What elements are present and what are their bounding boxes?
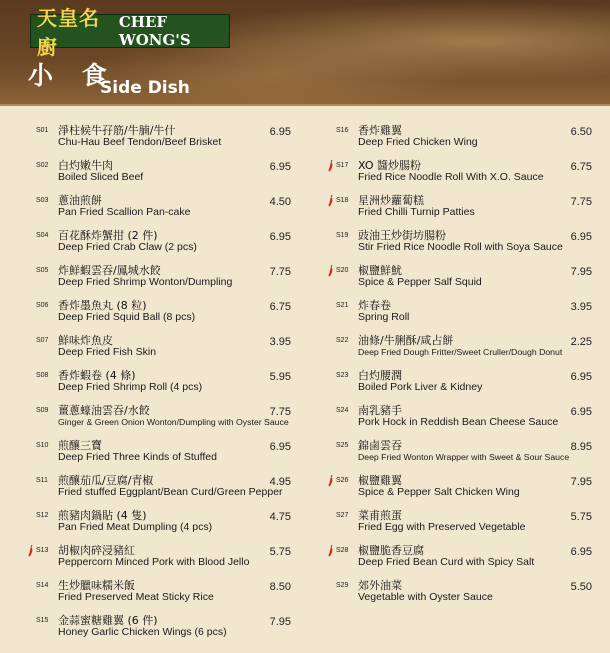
item-price: 5.50 xyxy=(570,581,592,593)
item-code: S10 xyxy=(36,442,49,449)
item-price: 6.95 xyxy=(570,371,592,383)
item-price: 6.95 xyxy=(269,441,291,453)
item-name-english: Boiled Sliced Beef xyxy=(58,171,144,183)
item-code: S08 xyxy=(36,372,49,379)
item-code: S21 xyxy=(336,302,349,309)
menu-item xyxy=(36,227,291,262)
item-name-chinese: 錦鹵雲吞 xyxy=(358,439,402,452)
item-price: 3.95 xyxy=(269,336,291,348)
item-code: S09 xyxy=(36,407,49,414)
item-price: 6.75 xyxy=(269,301,291,313)
item-name-chinese: 金蒜蜜糖雞翼 (6 件) xyxy=(58,614,158,627)
item-price: 6.95 xyxy=(570,546,592,558)
item-name-english: Deep Fried Wonton Wrapper with Sweet & Sour Sauce xyxy=(358,452,570,462)
item-name-chinese: 百花酥炸蟹拑 (2 件) xyxy=(58,229,158,242)
item-code: S17 xyxy=(336,162,349,169)
menu-header xyxy=(0,0,610,106)
item-name-english: Deep Fried Dough Fritter/Sweet Cruller/Dough Donut xyxy=(358,347,563,357)
menu-item xyxy=(36,157,291,192)
menu-item xyxy=(36,297,291,332)
item-code: S07 xyxy=(36,337,49,344)
item-name-english: Fried Chilli Turnip Patties xyxy=(358,206,475,218)
menu-item xyxy=(36,262,291,297)
item-code: S29 xyxy=(336,582,349,589)
item-price: 7.75 xyxy=(269,406,291,418)
item-name-chinese: XO 醬炒腸粉 xyxy=(358,159,421,172)
item-name-chinese: 生炒臘味糯米飯 xyxy=(58,579,135,592)
item-code: S14 xyxy=(36,582,49,589)
menu-item xyxy=(36,122,291,157)
item-price: 6.75 xyxy=(570,161,592,173)
logo-chinese-text: 天皇名廚 xyxy=(37,6,100,59)
item-name-chinese: 煎釀茄瓜/豆腐/青椒 xyxy=(58,474,154,487)
item-price: 6.95 xyxy=(269,231,291,243)
menu-column-right xyxy=(336,122,592,612)
item-name-chinese: 香炸墨魚丸 (8 粒) xyxy=(58,299,147,312)
item-code: S04 xyxy=(36,232,49,239)
item-price: 7.95 xyxy=(570,266,592,278)
item-name-english: Spring Roll xyxy=(358,311,410,323)
item-price: 7.95 xyxy=(570,476,592,488)
item-price: 4.50 xyxy=(269,196,291,208)
menu-item xyxy=(36,192,291,227)
item-code: S03 xyxy=(36,197,49,204)
item-code: S15 xyxy=(36,617,49,624)
menu-item xyxy=(36,507,291,542)
menu-item xyxy=(336,262,592,297)
item-name-english: Pork Hock in Reddish Bean Cheese Sauce xyxy=(358,416,559,428)
section-title-english: Side Dish xyxy=(100,78,190,98)
menu-item xyxy=(36,367,291,402)
menu-item xyxy=(336,507,592,542)
menu-item xyxy=(36,402,291,437)
menu-item xyxy=(336,297,592,332)
item-name-chinese: 鮮味炸魚皮 xyxy=(58,334,113,347)
item-name-english: Deep Fried Fish Skin xyxy=(58,346,157,358)
item-price: 7.75 xyxy=(570,196,592,208)
item-name-english: Spice & Pepper Salt Chicken Wing xyxy=(358,486,520,498)
item-code: S06 xyxy=(36,302,49,309)
item-name-english: Deep Fried Three Kinds of Stuffed xyxy=(58,451,217,463)
item-name-english: Ginger & Green Onion Wonton/Dumpling with Oyster Sauce xyxy=(58,417,289,427)
menu-item xyxy=(336,157,592,192)
menu-item xyxy=(336,227,592,262)
item-price: 7.95 xyxy=(269,616,291,628)
item-price: 4.75 xyxy=(269,511,291,523)
item-price: 5.75 xyxy=(269,546,291,558)
item-name-english: Pan Fried Meat Dumpling (4 pcs) xyxy=(58,521,213,533)
item-price: 6.50 xyxy=(570,126,592,138)
item-name-chinese: 煎釀三寶 xyxy=(58,439,102,452)
menu-item xyxy=(336,332,592,367)
item-price: 4.95 xyxy=(269,476,291,488)
item-code: S24 xyxy=(336,407,349,414)
item-price: 5.95 xyxy=(269,371,291,383)
item-name-english: Deep Fried Bean Curd with Spicy Salt xyxy=(358,556,535,568)
item-code: S01 xyxy=(36,127,49,134)
menu-item xyxy=(336,577,592,612)
item-code: S13 xyxy=(36,547,49,554)
item-code: S28 xyxy=(336,547,349,554)
menu-item xyxy=(36,332,291,367)
menu-item xyxy=(36,577,291,612)
item-code: S20 xyxy=(336,267,349,274)
item-price: 3.95 xyxy=(570,301,592,313)
item-name-chinese: 炸春卷 xyxy=(358,299,391,312)
chili-pepper-icon xyxy=(327,545,334,557)
item-name-english: Pan Fried Scallion Pan-cake xyxy=(58,206,191,218)
item-code: S25 xyxy=(336,442,349,449)
item-name-chinese: 蔥油煎餅 xyxy=(58,194,102,207)
item-name-english: Deep Fried Chicken Wing xyxy=(358,136,478,148)
item-code: S12 xyxy=(36,512,49,519)
item-name-english: Fried Rice Noodle Roll With X.O. Sauce xyxy=(358,171,544,183)
item-name-chinese: 胡椒肉碎浸豬紅 xyxy=(58,544,135,557)
item-price: 5.75 xyxy=(570,511,592,523)
item-code: S27 xyxy=(336,512,349,519)
item-name-chinese: 香炸雞翼 xyxy=(358,124,402,137)
item-name-chinese: 星洲炒蘿蔔糕 xyxy=(358,194,424,207)
chili-pepper-icon xyxy=(27,545,34,557)
menu-item xyxy=(36,612,291,647)
item-code: S02 xyxy=(36,162,49,169)
item-name-english: Vegetable with Oyster Sauce xyxy=(358,591,493,603)
item-name-chinese: 香炸蝦卷 (4 條) xyxy=(58,369,136,382)
item-name-english: Deep Fried Shrimp Roll (4 pcs) xyxy=(58,381,203,393)
item-name-chinese: 南乳豬手 xyxy=(358,404,402,417)
section-title-chinese: 小 食 xyxy=(28,61,117,90)
item-name-chinese: 豉油王炒街坊腸粉 xyxy=(358,229,446,242)
item-code: S19 xyxy=(336,232,349,239)
restaurant-logo xyxy=(30,6,230,59)
item-code: S23 xyxy=(336,372,349,379)
item-price: 2.25 xyxy=(570,336,592,348)
menu-item xyxy=(336,192,592,227)
item-price: 6.95 xyxy=(570,231,592,243)
item-code: S18 xyxy=(336,197,349,204)
item-code: S16 xyxy=(336,127,349,134)
item-price: 6.95 xyxy=(269,161,291,173)
item-price: 8.95 xyxy=(570,441,592,453)
item-name-english: Honey Garlic Chicken Wings (6 pcs) xyxy=(58,626,227,638)
item-name-chinese: 煎豬肉鍋貼 (4 隻) xyxy=(58,509,147,522)
item-name-english: Stir Fried Rice Noodle Roll with Soya Sauce xyxy=(358,241,563,253)
item-name-english: Boiled Pork Liver & Kidney xyxy=(358,381,483,393)
item-name-english: Chu-Hau Beef Tendon/Beef Brisket xyxy=(58,136,222,148)
item-name-english: Deep Fried Squid Ball (8 pcs) xyxy=(58,311,196,323)
item-price: 6.95 xyxy=(570,406,592,418)
item-name-chinese: 淨柱候牛孖筋/牛腩/牛什 xyxy=(58,124,176,137)
menu-item xyxy=(36,437,291,472)
menu-item xyxy=(36,542,291,577)
menu-item xyxy=(336,542,592,577)
menu-column-left xyxy=(36,122,291,647)
item-name-english: Peppercorn Minced Pork with Blood Jello xyxy=(58,556,250,568)
item-price: 6.95 xyxy=(269,126,291,138)
menu-item xyxy=(336,437,592,472)
menu-item xyxy=(336,367,592,402)
item-price: 7.75 xyxy=(269,266,291,278)
item-name-chinese: 油條/牛脷酥/咸占餅 xyxy=(358,334,454,347)
item-code: S11 xyxy=(36,477,48,484)
chili-pepper-icon xyxy=(327,195,334,207)
item-name-chinese: 白灼嫩牛肉 xyxy=(58,159,113,172)
item-price: 8.50 xyxy=(269,581,291,593)
item-name-chinese: 炸鮮蝦雲吞/鳳城水餃 xyxy=(58,264,161,277)
item-name-english: Deep Fried Shrimp Wonton/Dumpling xyxy=(58,276,233,288)
item-name-chinese: 白灼腰潤 xyxy=(358,369,402,382)
item-name-chinese: 椒鹽鮮魷 xyxy=(358,264,402,277)
chili-pepper-icon xyxy=(327,160,334,172)
item-name-english: Fried stuffed Eggplant/Bean Curd/Green Pepper xyxy=(58,486,283,498)
menu-item xyxy=(36,472,291,507)
menu-item xyxy=(336,472,592,507)
item-name-english: Fried Egg with Preserved Vegetable xyxy=(358,521,526,533)
item-code: S22 xyxy=(336,337,349,344)
item-name-chinese: 椒鹽脆香豆腐 xyxy=(358,544,424,557)
item-name-english: Spice & Pepper Salf Squid xyxy=(358,276,482,288)
item-name-english: Fried Preserved Meat Sticky Rice xyxy=(58,591,214,603)
item-code: S05 xyxy=(36,267,49,274)
item-code: S26 xyxy=(336,477,349,484)
chili-pepper-icon xyxy=(327,265,334,277)
item-name-english: Deep Fried Crab Claw (2 pcs) xyxy=(58,241,197,253)
item-name-chinese: 椒鹽雞翼 xyxy=(358,474,402,487)
menu-item xyxy=(336,122,592,157)
item-name-chinese: 薑蔥蠔油雲吞/水餃 xyxy=(58,404,150,417)
item-name-chinese: 郊外油菜 xyxy=(358,579,402,592)
item-name-chinese: 菜甫煎蛋 xyxy=(358,509,402,522)
logo-english-text: CHEF WONG'S xyxy=(118,13,191,49)
menu-item xyxy=(336,402,592,437)
chili-pepper-icon xyxy=(327,475,334,487)
